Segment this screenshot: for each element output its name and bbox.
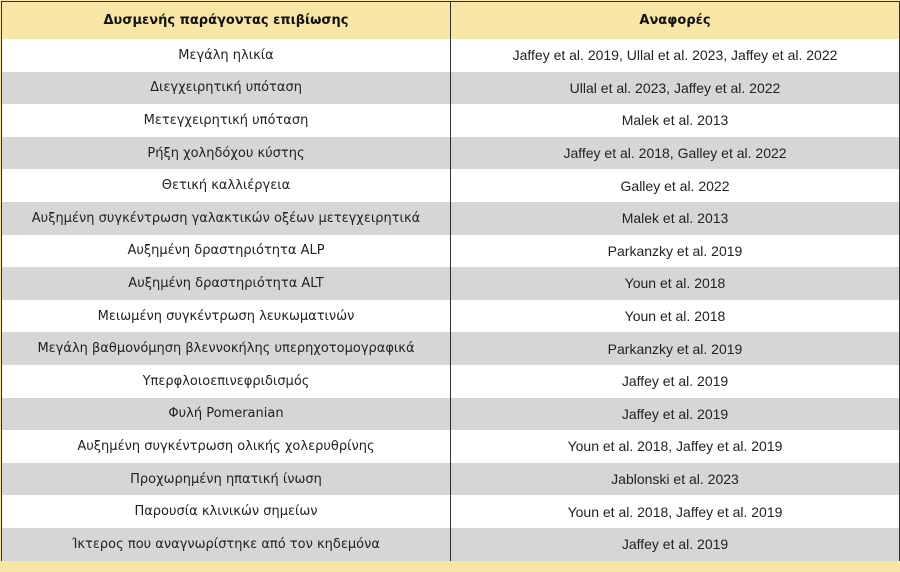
references-cell: Youn et al. 2018, Jaffey et al. 2019 xyxy=(451,495,900,528)
references-cell: Jaffey et al. 2019 xyxy=(451,365,900,398)
column-header-references: Αναφορές xyxy=(451,2,900,40)
column-header-factor: Δυσμενής παράγοντας επιβίωσης xyxy=(2,2,451,40)
table-row xyxy=(2,398,900,431)
table-header-row xyxy=(2,2,900,40)
factor-cell: Ίκτερος που αναγνωρίστηκε από τον κηδεμόνα xyxy=(2,528,451,561)
references-cell: Youn et al. 2018, Jaffey et al. 2019 xyxy=(451,430,900,463)
references-cell: Galley et al. 2022 xyxy=(451,169,900,202)
survival-factors-table xyxy=(1,1,900,561)
references-cell: Jaffey et al. 2018, Galley et al. 2022 xyxy=(451,137,900,170)
factor-cell: Φυλή Pomeranian xyxy=(2,398,451,431)
factor-cell: Μειωμένη συγκέντρωση λευκωματινών xyxy=(2,300,451,333)
factor-cell: Θετική καλλιέργεια xyxy=(2,169,451,202)
references-cell: Jaffey et al. 2019 xyxy=(451,528,900,561)
table-row xyxy=(2,169,900,202)
table-row xyxy=(2,300,900,333)
table-row xyxy=(2,39,900,72)
factor-cell: Μεγάλη ηλικία xyxy=(2,39,451,72)
factor-cell: Ρήξη χοληδόχου κύστης xyxy=(2,137,451,170)
table-row xyxy=(2,72,900,105)
table-row xyxy=(2,365,900,398)
references-cell: Jaffey et al. 2019 xyxy=(451,398,900,431)
references-cell: Parkanzky et al. 2019 xyxy=(451,235,900,268)
references-cell: Jaffey et al. 2019, Ullal et al. 2023, Jaffey et al. 2022 xyxy=(451,39,900,72)
table-row xyxy=(2,528,900,561)
factor-cell: Μετεγχειρητική υπόταση xyxy=(2,104,451,137)
table-row xyxy=(2,332,900,365)
factor-cell: Αυξημένη συγκέντρωση ολικής χολερυθρίνης xyxy=(2,430,451,463)
factor-cell: Διεγχειρητική υπόταση xyxy=(2,72,451,105)
references-cell: Youn et al. 2018 xyxy=(451,267,900,300)
table-row xyxy=(2,104,900,137)
references-cell: Malek et al. 2013 xyxy=(451,104,900,137)
table-row xyxy=(2,430,900,463)
factor-cell: Αυξημένη δραστηριότητα ALP xyxy=(2,235,451,268)
table-row xyxy=(2,267,900,300)
references-cell: Ullal et al. 2023, Jaffey et al. 2022 xyxy=(451,72,900,105)
factor-cell: Αυξημένη δραστηριότητα ALT xyxy=(2,267,451,300)
references-cell: Jablonski et al. 2023 xyxy=(451,463,900,496)
table-row xyxy=(2,235,900,268)
factor-cell: Προχωρημένη ηπατική ίνωση xyxy=(2,463,451,496)
table-row xyxy=(2,137,900,170)
table-row xyxy=(2,495,900,528)
references-cell: Malek et al. 2013 xyxy=(451,202,900,235)
factor-cell: Παρουσία κλινικών σημείων xyxy=(2,495,451,528)
factor-cell: Αυξημένη συγκέντρωση γαλακτικών οξέων μετεγχειρητικά xyxy=(2,202,451,235)
references-cell: Youn et al. 2018 xyxy=(451,300,900,333)
table-row xyxy=(2,202,900,235)
table-row xyxy=(2,463,900,496)
factor-cell: Υπερφλοιοεπινεφριδισμός xyxy=(2,365,451,398)
references-cell: Parkanzky et al. 2019 xyxy=(451,332,900,365)
factor-cell: Μεγάλη βαθμονόμηση βλεννοκήλης υπερηχοτομογραφικά xyxy=(2,332,451,365)
